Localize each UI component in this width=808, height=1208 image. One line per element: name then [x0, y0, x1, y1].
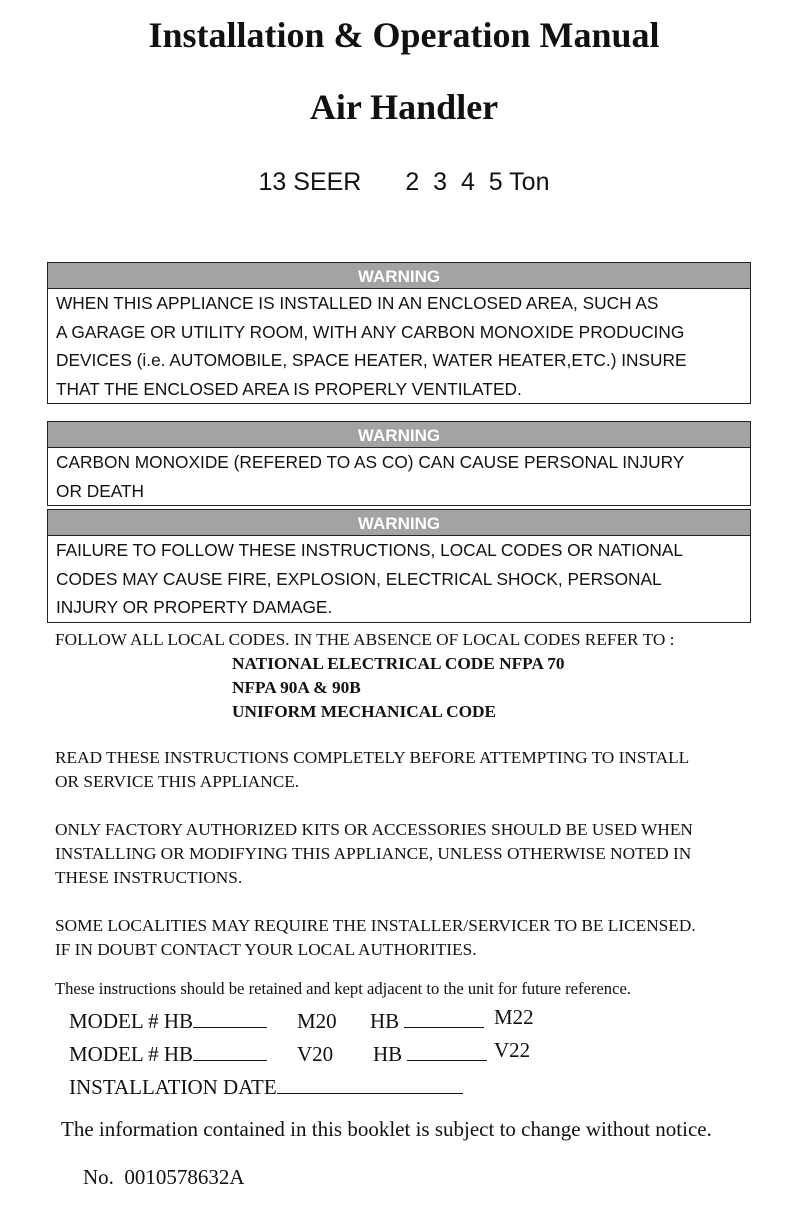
model-row-1 — [69, 1009, 267, 1034]
seer-rating: 13 SEER — [258, 168, 362, 196]
code-item: NATIONAL ELECTRICAL CODE NFPA 70 — [232, 654, 565, 673]
model-prefix: HB — [163, 1009, 194, 1033]
paragraph-line: OR SERVICE THIS APPLIANCE. — [55, 772, 300, 791]
paragraph-line: SOME LOCALITIES MAY REQUIRE THE INSTALLER/SERVICER TO BE LICENSED. — [55, 916, 696, 935]
model-label: MODEL # — [69, 1042, 159, 1066]
model-row-2-second — [373, 1042, 487, 1067]
model-prefix: HB — [370, 1009, 400, 1033]
warning-line: DEVICES (i.e. AUTOMOBILE, SPACE HEATER, WATER HEATER,ETC.) INSURE — [56, 350, 687, 370]
warning-line: FAILURE TO FOLLOW THESE INSTRUCTIONS, LOCAL CODES OR NATIONAL — [56, 540, 684, 560]
model-row-2 — [69, 1042, 267, 1067]
paragraph-line: ONLY FACTORY AUTHORIZED KITS OR ACCESSORIES SHOULD BE USED WHEN — [55, 820, 693, 839]
model-label: MODEL # — [69, 1009, 159, 1033]
warning-text — [48, 289, 750, 403]
warning-line: OR DEATH — [56, 480, 145, 501]
model-prefix: HB — [163, 1042, 194, 1066]
warning-line: INJURY OR PROPERTY DAMAGE. — [56, 597, 333, 617]
warning-text — [48, 536, 750, 622]
warning-line: A GARAGE OR UTILITY ROOM, WITH ANY CARBON MONOXIDE PRODUCING — [56, 321, 685, 342]
codes-list — [232, 652, 565, 724]
warning-line: WHEN THIS APPLIANCE IS INSTALLED IN AN ENCLOSED AREA, SUCH AS — [56, 293, 659, 313]
licensing-paragraph — [55, 914, 696, 962]
warning-heading: WARNING — [48, 263, 750, 289]
authorized-kits-paragraph — [55, 818, 693, 890]
model-blank[interactable] — [193, 1027, 267, 1028]
paragraph-line: THESE INSTRUCTIONS. — [55, 868, 243, 887]
warning-line: CARBON MONOXIDE (REFERED TO AS CO) CAN CAUSE PERSONAL INJURY — [56, 452, 685, 472]
codes-intro: FOLLOW ALL LOCAL CODES. IN THE ABSENCE OF LOCAL CODES REFER TO : — [55, 630, 675, 649]
paragraph-line: INSTALLING OR MODIFYING THIS APPLIANCE, UNLESS OTHERWISE NOTED IN — [55, 844, 692, 863]
page-subtitle: Air Handler — [309, 87, 499, 127]
model-suffix-m20: M20 — [297, 1009, 337, 1033]
retain-instructions-note: These instructions should be retained and kept adjacent to the unit for future reference. — [55, 979, 631, 998]
model-blank[interactable] — [407, 1060, 487, 1061]
model-suffix-v20: V20 — [297, 1042, 334, 1066]
model-suffix-m22: M22 — [494, 1005, 534, 1029]
installation-date-label: INSTALLATION DATE — [69, 1075, 277, 1099]
warning-text — [48, 448, 750, 505]
model-blank[interactable] — [404, 1027, 484, 1028]
warning-box-instructions — [47, 509, 751, 623]
paragraph-line: IF IN DOUBT CONTACT YOUR LOCAL AUTHORITIES. — [55, 940, 477, 959]
page-title: Installation & Operation Manual — [148, 15, 660, 55]
warning-line: CODES MAY CAUSE FIRE, EXPLOSION, ELECTRICAL SHOCK, PERSONAL — [56, 568, 662, 589]
code-item: UNIFORM MECHANICAL CODE — [232, 702, 497, 721]
model-suffix-v22: V22 — [494, 1038, 531, 1062]
document-number: No. 0010578632A — [83, 1165, 245, 1189]
tonnage-options: 2 3 4 5 Ton — [405, 168, 550, 196]
model-blank[interactable] — [193, 1060, 267, 1061]
paragraph-line: READ THESE INSTRUCTIONS COMPLETELY BEFORE ATTEMPTING TO INSTALL — [55, 748, 690, 767]
model-prefix: HB — [373, 1042, 403, 1066]
read-instructions-paragraph — [55, 746, 689, 794]
code-item: NFPA 90A & 90B — [232, 678, 361, 697]
warning-line: THAT THE ENCLOSED AREA IS PROPERLY VENTILATED. — [56, 378, 522, 399]
model-row-1-second — [370, 1009, 484, 1034]
warning-box-ventilation — [47, 262, 751, 404]
seer-rating-line — [0, 168, 808, 197]
change-notice: The information contained in this booklet is subject to change without notice. — [61, 1117, 712, 1141]
installation-date-blank[interactable] — [277, 1093, 463, 1094]
warning-heading: WARNING — [48, 510, 750, 536]
installation-date-row — [69, 1075, 463, 1100]
warning-heading: WARNING — [48, 422, 750, 448]
warning-box-carbon-monoxide — [47, 421, 751, 506]
